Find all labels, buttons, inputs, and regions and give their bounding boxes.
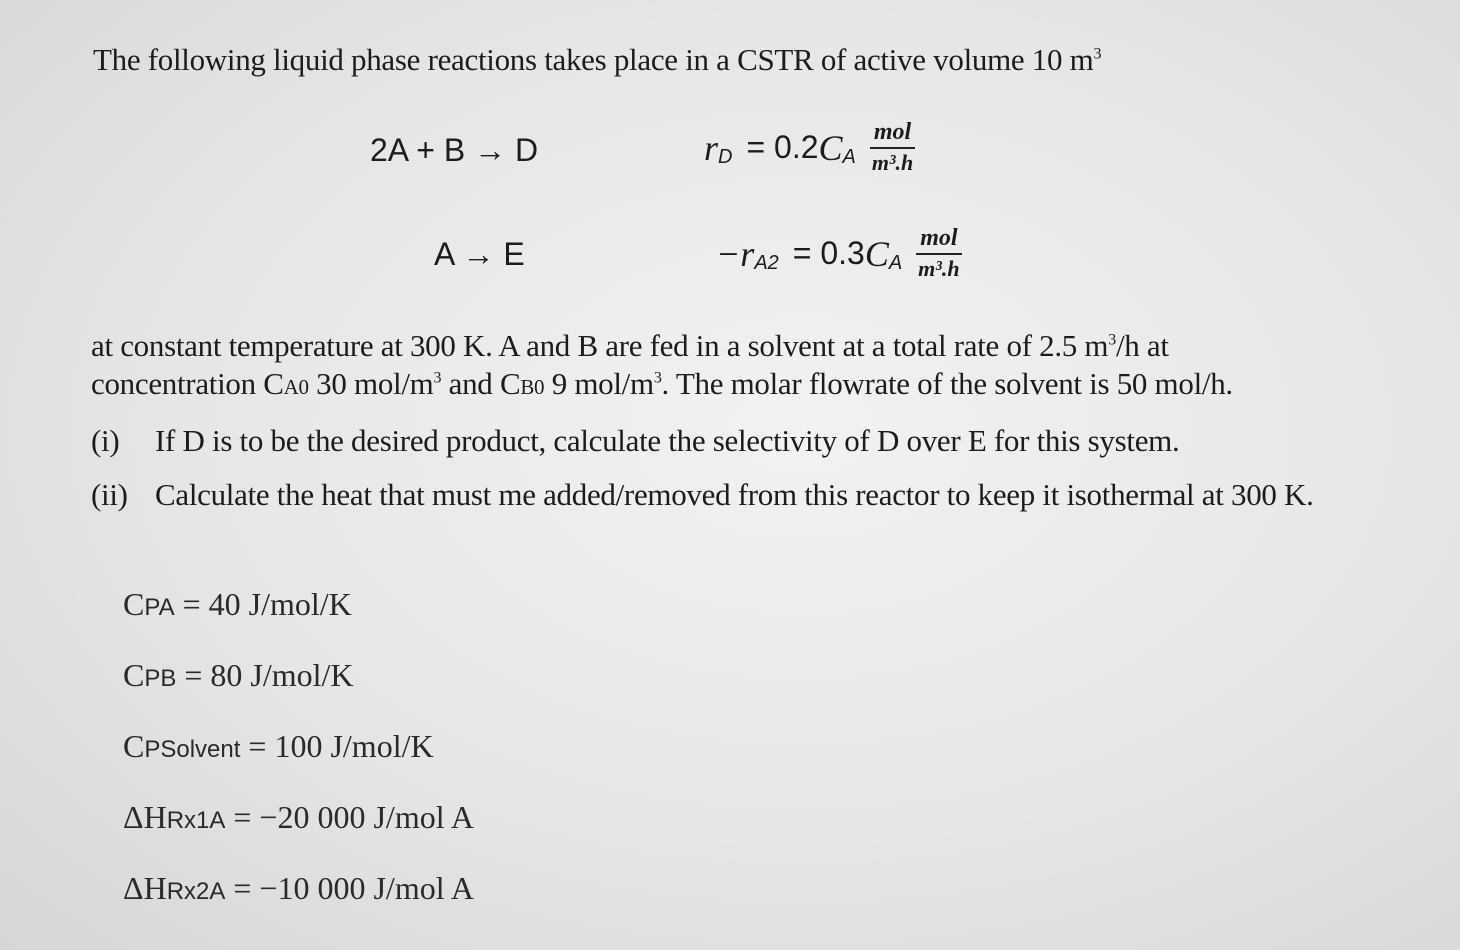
property-label: Rx1A <box>166 807 226 834</box>
property-label: PSolvent <box>144 736 241 763</box>
rate-concentration: C <box>818 127 843 168</box>
rate-expression: = 0.3 <box>792 235 865 271</box>
unit-denominator: m³.h <box>918 256 960 281</box>
rate-concentration: C <box>864 233 889 274</box>
ca0-value: 30 mol/m <box>308 366 434 401</box>
intro-text <box>93 42 1101 78</box>
intro-superscript: 3 <box>1093 45 1102 63</box>
rate-concentration-subscript: A <box>842 146 856 168</box>
concentration-text: and C <box>441 366 521 401</box>
rate-subscript: A2 <box>754 252 779 274</box>
cb0-value: 9 mol/m <box>544 366 654 401</box>
rate-expression: = 0.2 <box>746 129 819 165</box>
conditions-line-1 <box>91 328 1169 364</box>
question-number: (i) <box>91 423 120 458</box>
unit-numerator: mol <box>916 224 961 255</box>
reaction-1-rate <box>704 118 915 177</box>
property-value: = 40 J/mol/K <box>174 586 352 622</box>
solvent-flow-text: . The molar flowrate of the solvent is 50 mol/h. <box>661 366 1233 401</box>
rate-unit <box>870 118 915 177</box>
property-cpb <box>123 657 354 694</box>
property-symbol: C <box>123 586 145 622</box>
property-symbol: ΔH <box>123 870 167 906</box>
question-text: If D is to be the desired product, calculate the selectivity of D over E for this system. <box>155 423 1180 458</box>
rate-concentration-subscript: A <box>888 252 903 274</box>
ca0-label: A0 <box>283 375 309 399</box>
superscript: 3 <box>433 369 442 387</box>
property-label: PB <box>144 665 177 692</box>
conditions-line-2 <box>91 366 1233 402</box>
superscript: 3 <box>1108 331 1116 349</box>
property-label: PA <box>144 594 175 621</box>
question-text: Calculate the heat that must me added/removed from this reactor to keep it isothermal at 300 K. <box>155 477 1314 512</box>
property-dhrx2a <box>123 870 474 907</box>
property-symbol: ΔH <box>123 799 167 835</box>
reaction-2-equation: A → E <box>434 236 525 272</box>
property-cpa <box>123 586 352 623</box>
rate-symbol: r <box>704 127 719 168</box>
property-symbol: C <box>123 657 145 693</box>
question-2 <box>91 477 1314 513</box>
cb0-label: B0 <box>520 375 545 399</box>
reaction-1-equation: 2A + B → D <box>370 132 539 168</box>
rate-unit <box>916 224 961 283</box>
rate-subscript: D <box>718 146 733 168</box>
question-number: (ii) <box>91 477 128 512</box>
property-value: = 80 J/mol/K <box>176 657 354 693</box>
property-symbol: C <box>123 728 145 764</box>
conditions-text-end: /h at <box>1115 328 1169 363</box>
property-value: = −20 000 J/mol A <box>225 799 474 835</box>
property-cpsolvent <box>123 728 434 765</box>
question-1 <box>91 423 1179 459</box>
reaction-2-rate <box>716 224 962 283</box>
unit-numerator: mol <box>870 118 915 149</box>
conditions-text: at constant temperature at 300 K. A and B are fed in a solvent at a total rate of 2.5 m <box>91 328 1109 363</box>
superscript: 3 <box>653 369 662 387</box>
property-label: Rx2A <box>166 878 226 905</box>
rate-symbol: −r <box>716 233 755 274</box>
unit-denominator: m³.h <box>871 150 914 175</box>
intro-sentence: The following liquid phase reactions takes place in a CSTR of active volume 10 m <box>93 42 1094 77</box>
property-dhrx1a <box>123 799 474 836</box>
property-value: = −10 000 J/mol A <box>225 870 474 906</box>
property-value: = 100 J/mol/K <box>240 728 434 764</box>
concentration-text: concentration C <box>91 366 284 401</box>
